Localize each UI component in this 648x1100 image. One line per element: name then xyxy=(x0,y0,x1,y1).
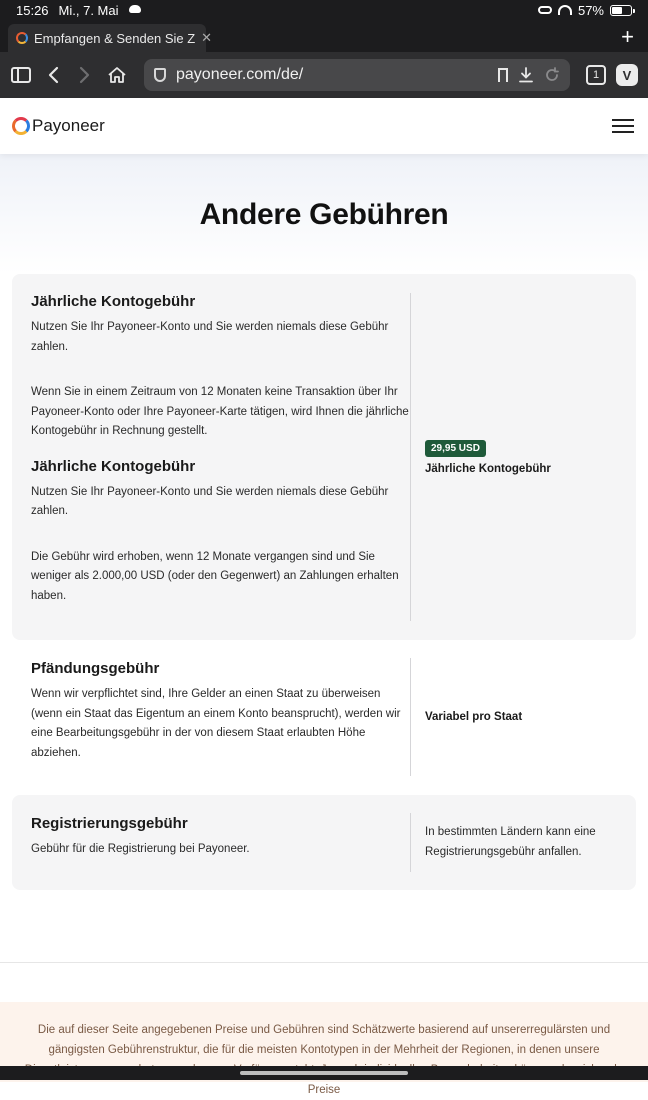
download-icon[interactable] xyxy=(518,67,534,83)
home-button[interactable] xyxy=(106,64,128,86)
section-divider xyxy=(0,962,648,963)
fee-text: Gebühr für die Registrierung bei Payoneer. xyxy=(31,843,250,855)
fee-value-label: Variabel pro Staat xyxy=(425,711,523,723)
status-date: Mi., 7. Mai xyxy=(58,2,119,18)
site-header xyxy=(0,98,648,154)
fee-card-garnishment xyxy=(12,658,636,776)
disclaimer-text: Die auf dieser Seite angegebenen Preise und Gebühren sind Schätzwerte basierend auf unsererregulärsten und gängigsten Gebührenstruktur, die für die meisten Kontotypen in der Mehrheit der Regionen, in denen unsere Preise xyxy=(37,1024,611,1096)
fee-heading: Jährliche Kontogebühr xyxy=(31,457,196,475)
hamburger-menu-icon[interactable] xyxy=(612,119,634,133)
payoneer-logo-icon[interactable] xyxy=(12,117,30,135)
fee-text: Die Gebühr wird erhoben, wenn 12 Monate vergangen sind und Sie weniger als 2.000,00 USD (oder den Gegenwert) an Zahlungen erhalten haben. xyxy=(31,550,399,602)
price-badge: 29,95 USD xyxy=(425,440,486,457)
battery-icon xyxy=(610,5,632,16)
bookmark-icon[interactable] xyxy=(498,68,508,82)
page-title: Andere Gebühren xyxy=(199,198,449,231)
home-indicator[interactable] xyxy=(240,1071,408,1075)
fee-text: Nutzen Sie Ihr Payoneer-Konto und Sie werden niemals diese Gebühr zahlen. xyxy=(31,485,389,517)
tab-strip xyxy=(0,20,648,52)
fee-heading: Registrierungsgebühr xyxy=(31,815,188,832)
address-bar[interactable] xyxy=(144,59,570,91)
link-icon xyxy=(538,6,552,14)
fee-card-annual xyxy=(12,274,636,640)
wifi-icon xyxy=(558,5,572,15)
fee-value-label: Jährliche Kontogebühr xyxy=(425,462,551,475)
tab-close-icon[interactable]: ✕ xyxy=(201,30,213,45)
cloud-icon xyxy=(129,5,141,13)
fee-value xyxy=(411,274,636,640)
fee-text: Wenn Sie in einem Zeitraum von 12 Monaten keine Transaktion über Ihr Payoneer-Konto oder Ihre Payoneer-Karte tätigen, wird Ihnen die jährliche Kontogebühr in Rechnung gestellt. xyxy=(31,386,409,437)
status-bar xyxy=(0,0,648,20)
chevron-left-icon xyxy=(47,66,59,84)
fee-description xyxy=(12,658,411,776)
sidebar-icon xyxy=(11,67,31,83)
tab-title: Empfangen & Senden Sie Z xyxy=(34,30,196,46)
battery-percentage: 57% xyxy=(577,2,604,18)
shield-icon xyxy=(154,68,166,82)
fee-description xyxy=(12,813,411,872)
fee-text: Nutzen Sie Ihr Payoneer-Konto und Sie werden niemals diese Gebühr zahlen. xyxy=(31,321,389,353)
battery-fill xyxy=(612,7,622,14)
fee-value xyxy=(411,658,636,776)
page-content xyxy=(0,154,648,1096)
status-time: 15:26 xyxy=(16,2,49,18)
logo-text[interactable]: Payoneer xyxy=(32,116,105,135)
fee-value xyxy=(411,795,636,890)
fee-value-text: In bestimmten Ländern kann eine Registrierungsgebühr anfallen. xyxy=(425,826,596,858)
fee-card-registration xyxy=(12,795,636,890)
fee-heading: Pfändungsgebühr xyxy=(31,660,160,677)
forward-button[interactable] xyxy=(74,64,96,86)
reload-icon[interactable] xyxy=(544,67,560,83)
back-button[interactable] xyxy=(42,64,64,86)
payoneer-favicon-icon xyxy=(16,32,28,44)
vivaldi-menu-icon[interactable]: V xyxy=(616,64,638,86)
fee-heading: Jährliche Kontogebühr xyxy=(31,293,196,310)
fee-text: Wenn wir verpflichtet sind, Ihre Gelder an einen Staat zu überweisen (wenn ein Staat das Eigentum an einem Konto beansprucht), werden wir eine Bearbeitungsgebühr in der von diesem Staat erlaubten Höhe abziehen. xyxy=(31,688,401,759)
tab-count-button[interactable]: 1 xyxy=(586,65,606,85)
browser-toolbar xyxy=(0,52,648,98)
fee-description xyxy=(12,293,411,621)
browser-tab[interactable] xyxy=(8,24,213,52)
new-tab-button[interactable]: + xyxy=(621,24,634,49)
sidebar-toggle-button[interactable] xyxy=(10,64,32,86)
chevron-right-icon xyxy=(79,66,91,84)
home-icon xyxy=(107,66,127,84)
url-text: payoneer.com/de/ xyxy=(176,66,304,83)
home-indicator-bar xyxy=(0,1066,648,1080)
